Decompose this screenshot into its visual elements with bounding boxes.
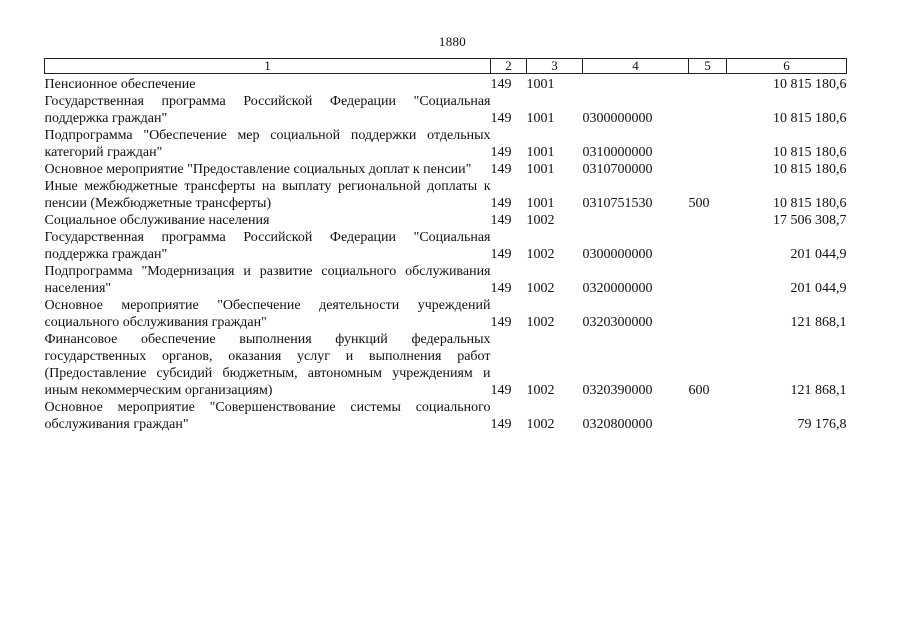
- table-row: [45, 399, 847, 433]
- cell-ministry-code: 149: [490, 213, 512, 228]
- cell-section-code: 1001: [526, 196, 555, 211]
- cell-ministry-code: 149: [490, 111, 512, 126]
- column-header: 5: [689, 59, 727, 74]
- cell-ministry-code: 149: [490, 77, 512, 92]
- table-row: [45, 297, 847, 331]
- table-row: [45, 74, 847, 94]
- cell-expense-type: [689, 74, 727, 94]
- cell-target-code: 0320390000: [582, 383, 653, 398]
- table-row: [45, 178, 847, 212]
- cell-ministry-code: 149: [490, 315, 512, 330]
- cell-amount: 10 815 180,6: [773, 77, 847, 92]
- cell-ministry-code: 149: [490, 145, 512, 160]
- cell-expense-type: 500: [688, 196, 710, 211]
- column-header: 4: [583, 59, 689, 74]
- table-row: [45, 263, 847, 297]
- cell-target-code: [583, 212, 689, 229]
- cell-section-code: 1001: [526, 111, 555, 126]
- row-name: Основное мероприятие "Предоставление социальных доплат к пенсии": [44, 162, 472, 177]
- cell-ministry-code: 149: [490, 162, 512, 177]
- cell-target-code: 0310700000: [582, 162, 653, 177]
- cell-target-code: 0310000000: [582, 145, 653, 160]
- cell-amount: 10 815 180,6: [773, 196, 847, 211]
- table-row: [45, 93, 847, 127]
- cell-amount: 201 044,9: [790, 281, 847, 296]
- row-name: Основное мероприятие "Обеспечение деятельности учреждений социального обслуживания граждан": [44, 298, 491, 330]
- row-name: Пенсионное обеспечение: [44, 77, 196, 92]
- row-name: Государственная программа Российской Федерации "Социальная поддержка граждан": [44, 230, 491, 262]
- cell-expense-type: [689, 297, 727, 331]
- cell-section-code: 1002: [526, 281, 555, 296]
- cell-ministry-code: 149: [490, 383, 512, 398]
- row-name: Подпрограмма "Обеспечение мер социальной поддержки отдельных категорий граждан": [44, 128, 491, 160]
- cell-amount: 10 815 180,6: [773, 145, 847, 160]
- cell-expense-type: 600: [688, 383, 710, 398]
- cell-amount: 17 506 308,7: [773, 213, 847, 228]
- column-header: 3: [527, 59, 583, 74]
- column-header: 2: [491, 59, 527, 74]
- cell-expense-type: [689, 399, 727, 433]
- cell-section-code: 1002: [526, 417, 555, 432]
- cell-amount: 121 868,1: [790, 383, 847, 398]
- cell-section-code: 1002: [526, 213, 555, 228]
- column-header: 1: [45, 59, 491, 74]
- cell-target-code: 0320000000: [582, 281, 653, 296]
- cell-ministry-code: 149: [490, 417, 512, 432]
- cell-expense-type: [689, 263, 727, 297]
- budget-table: [44, 58, 847, 433]
- cell-amount: 79 176,8: [797, 417, 847, 432]
- cell-section-code: 1002: [526, 383, 555, 398]
- cell-expense-type: [689, 229, 727, 263]
- cell-target-code: 0300000000: [582, 111, 653, 126]
- cell-section-code: 1001: [526, 162, 555, 177]
- cell-ministry-code: 149: [490, 196, 512, 211]
- table-row: [45, 331, 847, 399]
- cell-amount: 10 815 180,6: [773, 162, 847, 177]
- row-name: Социальное обслуживание населения: [44, 213, 270, 228]
- cell-section-code: 1002: [526, 315, 555, 330]
- cell-target-code: [583, 74, 689, 94]
- cell-section-code: 1002: [526, 247, 555, 262]
- row-name: Подпрограмма "Модернизация и развитие социального обслуживания населения": [44, 264, 491, 296]
- cell-amount: 10 815 180,6: [773, 111, 847, 126]
- cell-expense-type: [689, 212, 727, 229]
- cell-ministry-code: 149: [490, 281, 512, 296]
- cell-target-code: 0310751530: [582, 196, 653, 211]
- cell-expense-type: [689, 93, 727, 127]
- table-row: [45, 212, 847, 229]
- cell-amount: 121 868,1: [790, 315, 847, 330]
- cell-ministry-code: 149: [490, 247, 512, 262]
- cell-section-code: 1001: [526, 145, 555, 160]
- cell-section-code: 1001: [526, 77, 555, 92]
- column-header-row: [45, 59, 847, 74]
- cell-target-code: 0320300000: [582, 315, 653, 330]
- cell-expense-type: [689, 161, 727, 178]
- row-name: Финансовое обеспечение выполнения функций федеральных государственных органов, оказания услуг и выполнения работ (Предоставление субсидий бюджетным, автономным учреждениям и иным некоммерческим организациям): [44, 332, 491, 398]
- page-number: 1880: [438, 34, 467, 49]
- row-name: Основное мероприятие "Совершенствование системы социального обслуживания граждан": [44, 400, 491, 432]
- table-row: [45, 229, 847, 263]
- cell-amount: 201 044,9: [790, 247, 847, 262]
- row-name: Иные межбюджетные трансферты на выплату региональной доплаты к пенсии (Межбюджетные трансферты): [44, 179, 491, 211]
- cell-target-code: 0300000000: [582, 247, 653, 262]
- table-row: [45, 161, 847, 178]
- cell-expense-type: [689, 127, 727, 161]
- table-row: [45, 127, 847, 161]
- column-header: 6: [727, 59, 847, 74]
- row-name: Государственная программа Российской Федерации "Социальная поддержка граждан": [44, 94, 491, 126]
- cell-target-code: 0320800000: [582, 417, 653, 432]
